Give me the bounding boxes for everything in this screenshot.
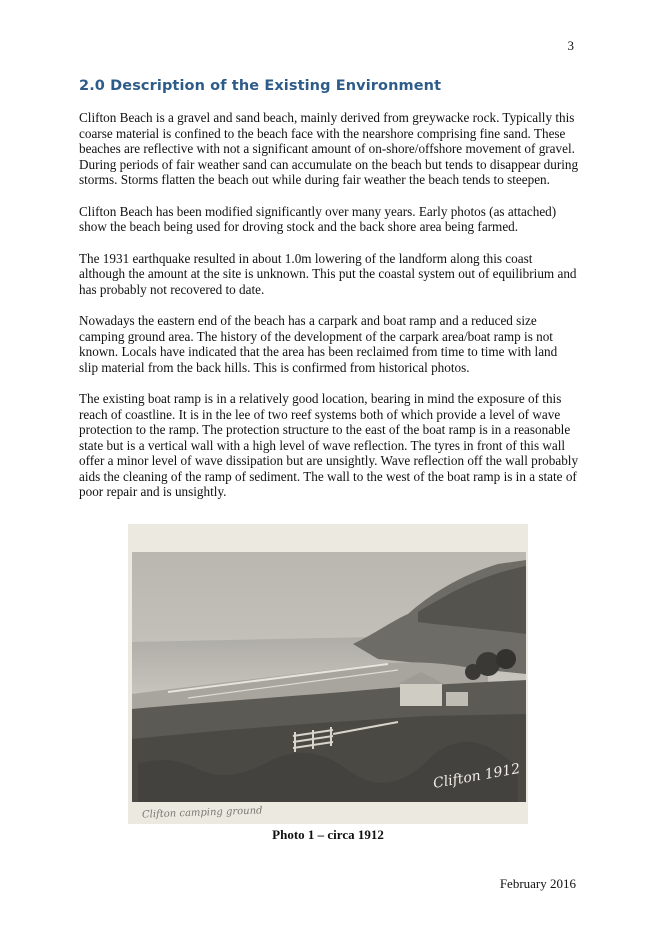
historical-photo	[128, 524, 528, 824]
paragraph-earthquake: The 1931 earthquake resulted in about 1.0m lowering of the landform along this coast although the amount at the site is unknown. This put the coastal system out of equilibrium and has probably not recovered to date.	[79, 250, 577, 297]
section-body	[79, 110, 579, 516]
paragraph-carpark-boat-ramp: Nowadays the eastern end of the beach has a carpark and boat ramp and a reduced size camping ground area. The history of the development of the carpark area/boat ramp is not known. Locals have indicated that the area has been reclaimed from time to time with land slip material from the back hills. This is confirmed from historical photos.	[79, 313, 558, 375]
photo-handwriting-bottom: Clifton camping ground	[141, 805, 263, 821]
photo-handwriting-right: Clifton 1912	[431, 760, 522, 792]
footer-date: February 2016	[499, 876, 576, 891]
paragraph-modification-history: Clifton Beach has been modified significantly over many years. Early photos (as attached) show the beach being used for droving stock and the back shore area being farmed.	[79, 203, 557, 234]
photo-caption: Photo 1 – circa 1912	[272, 827, 384, 842]
page-number: 3	[567, 38, 574, 53]
section-heading: 2.0 Description of the Existing Environment	[79, 78, 442, 94]
paragraph-beach-composition: Clifton Beach is a gravel and sand beach, mainly derived from greywacke rock. Typically this coarse material is confined to the beach face with the nearshore comprising fine sand. These beaches are reflective with not a significant amount of on-shore/offshore movement of gravel. During periods of fair weather sand can accumulate on the beach but tends to disappear during storms. Storms flatten the beach out while during fair weather the beach tends to steepen.	[79, 110, 579, 187]
paragraph-existing-boat-ramp: The existing boat ramp is in a relatively good location, bearing in mind the exposure of this reach of coastline. It is in the lee of two reef systems both of which provide a level of wave protection to the ramp. The protection structure to the east of the boat ramp is in a reasonable state but is a vertical wall with a high level of wave reflection. The tyres in front of this wall offer a minor level of wave dissipation but are unsightly. Wave reflection off the wall probably aids the cleaning of the ramp of sediment. The wall to the west of the boat ramp is in a state of poor repair and is unsightly.	[79, 391, 579, 499]
